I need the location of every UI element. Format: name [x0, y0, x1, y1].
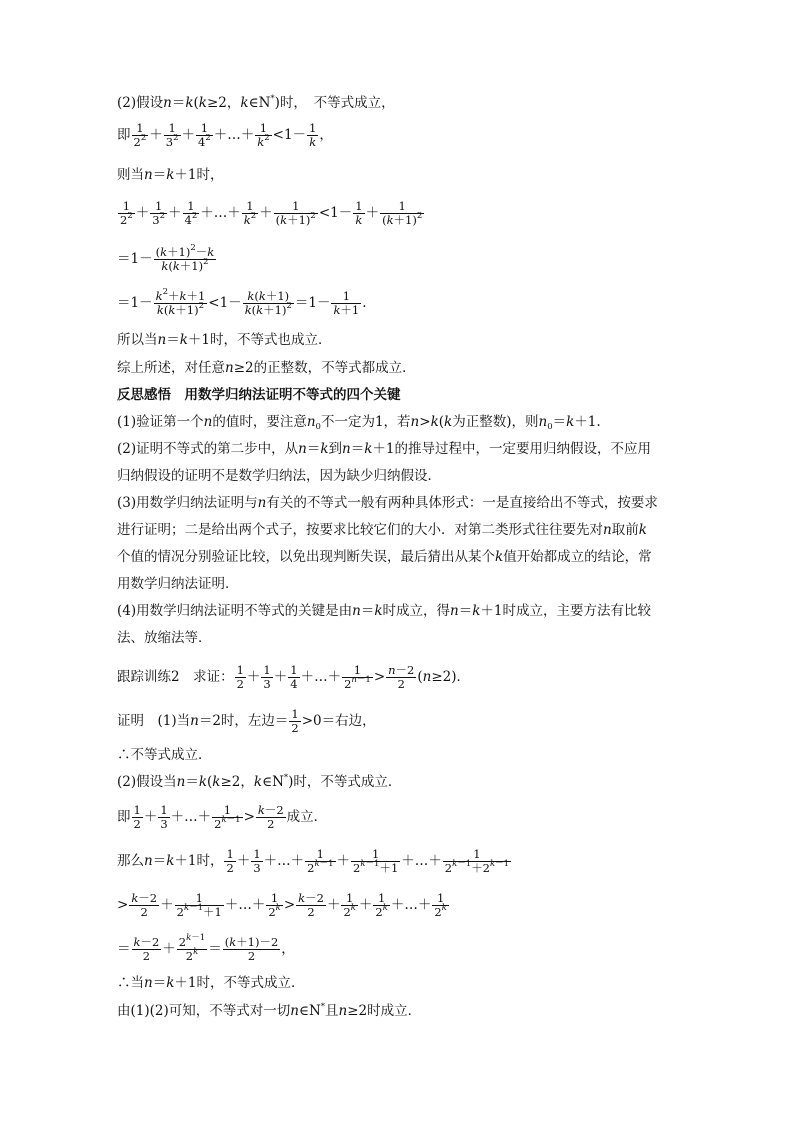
- proof-final-conclusion: 由(1)(2)可知，不等式对一切n∈N*且n≥2时成立．: [117, 1002, 422, 1019]
- exercise-statement: 跟踪训练2 求证： $\frac{1}{2}$ ＋ $\frac{1}{3}$ ＋ $\frac{1}{4}$ ＋…＋ $\frac{1}{2^{n-1}}$ > $\frac{n-2}{2}$ (n≥2)．: [117, 663, 471, 691]
- hypothesis-line: (2)假设n＝k(k≥2，k∈N*)时， 不等式成立，: [117, 94, 395, 111]
- proof-base-conclusion: ∴不等式成立．: [117, 747, 212, 763]
- reflection-point-3-cont3: 用数学归纳法证明．: [117, 576, 239, 592]
- reflection-point-4: (4)用数学归纳法证明不等式的关键是由n＝k时成立，得n＝k＋1时成立，主要方法有比较: [117, 603, 651, 619]
- proof-hypothesis: (2)假设当n＝k(k≥2，k∈N*)时，不等式成立．: [117, 773, 402, 790]
- proof-step-result: ＝ $\frac{k-2}{2}$ ＋ $\frac{2^{k-1}}{2^k}$ ＝ $\frac{(k+1)-2}{2}$ ，: [117, 933, 295, 963]
- reflection-point-3: (3)用数学归纳法证明与n有关的不等式一般有两种具体形式：一是直接给出不等式，按要求: [117, 495, 658, 511]
- reflection-point-1: (1)验证第一个n的值时，要注意$n_0$不一定为1，若n>k(k为正整数)，则$n_0=k+1$.: [117, 414, 601, 432]
- conclusion-step: 所以当n＝k＋1时，不等式也成立．: [117, 332, 332, 348]
- proof-step-conclusion: ∴当n＝k＋1时，不等式成立．: [117, 975, 305, 991]
- proof-inductive-step: 那么n＝k＋1时， $\frac{1}{2}$ ＋ $\frac{1}{3}$ ＋…＋ $\frac{1}{2^{k-1}}$ ＋ $\frac{1}{2^{k-1}+1}$ ＋…＋ $\frac{1}{2^{k-1}+2^{k-1}}$: [117, 847, 510, 875]
- reflection-heading: 反思感悟 用数学归纳法证明不等式的四个关键: [117, 387, 401, 403]
- step-expression-1: $\frac{1}{2^2}$ ＋ $\frac{1}{3^2}$ ＋ $\frac{1}{4^2}$ ＋…＋ $\frac{1}{k^2}$ ＋ $\frac{1}{(k+1)^2}$ <1－ $\frac{1}{k}$ ＋ $\frac{1}{(k+1)^2}$: [120, 199, 423, 227]
- reflection-point-4-cont: 法、放缩法等．: [117, 630, 212, 646]
- hypothesis-inequality: 即 $\frac{1}{2^2}$ ＋ $\frac{1}{3^2}$ ＋ $\frac{1}{4^2}$ ＋…＋ $\frac{1}{k^2}$ <1－ $\frac{1}{k}$ ，: [117, 121, 333, 149]
- reflection-point-3-cont: 进行证明；二是给出两个式子，按要求比较它们的大小．对第二类形式往往要先对n取前k: [117, 522, 647, 538]
- proof-hypothesis-inequality: 即 $\frac{1}{2}$ ＋ $\frac{1}{3}$ ＋…＋ $\frac{1}{2^{k-1}}$ > $\frac{k-2}{2}$ 成立．: [117, 803, 328, 831]
- step-expression-2: ＝1－ $\frac{(k+1)^2-k}{k(k+1)^2}$: [117, 243, 215, 273]
- proof-base-case: 证明 (1)当n＝2时，左边＝ $\frac{1}{2}$ >0＝右边，: [117, 707, 376, 735]
- summary-line: 综上所述，对任意n≥2的正整数，不等式都成立．: [117, 360, 416, 376]
- reflection-point-2: (2)证明不等式的第二步中，从n＝k到n＝k＋1的推导过程中，一定要用归纳假设，不应用: [117, 441, 651, 457]
- step-expression-3: ＝1－ $\frac{k^2+k+1}{k(k+1)^2}$ <1－ $\frac{k(k+1)}{k(k+1)^2}$ ＝1－ $\frac{1}{k+1}$ .: [117, 287, 367, 317]
- then-line: 则当n＝k＋1时，: [117, 167, 224, 183]
- reflection-point-3-cont2: 个值的情况分别验证比较，以免出现判断失误，最后猜出从某个k值开始都成立的结论，常: [117, 549, 652, 565]
- proof-step-expression: > $\frac{k-2}{2}$ ＋ $\frac{1}{2^{k-1}+1}$ ＋…＋ $\frac{1}{2^k}$ > $\frac{k-2}{2}$ ＋ $\frac{1}{2^k}$ ＋ $\frac{1}{2^k}$ ＋…＋ $\frac{1}{2^k}$: [117, 891, 447, 919]
- reflection-point-2-cont: 归纳假设的证明不是数学归纳法，因为缺少归纳假设．: [117, 468, 441, 484]
